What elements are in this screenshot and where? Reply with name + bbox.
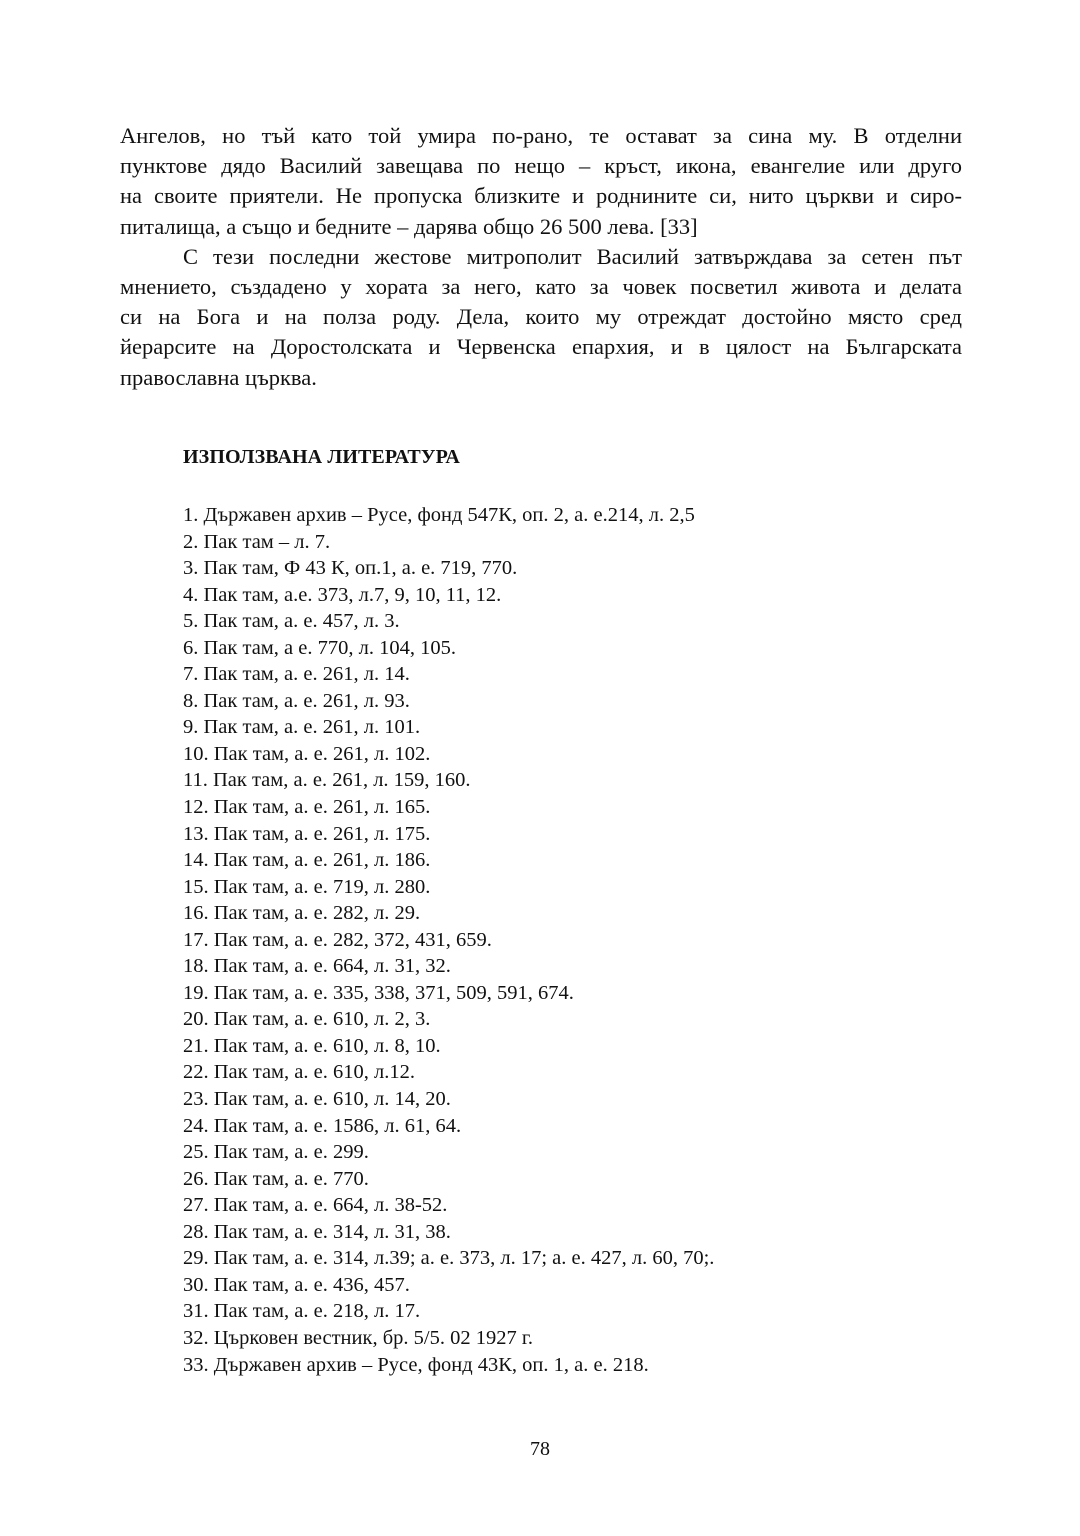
reference-item: 5. Пак там, а. е. 457, л. 3. xyxy=(183,610,400,633)
reference-item: 11. Пак там, а. е. 261, л. 159, 160. xyxy=(183,769,471,792)
paragraph-line: мнението, създадено у хората за него, като за човек посветил живота и делата xyxy=(120,274,962,300)
references-heading: ИЗПОЛЗВАНА ЛИТЕРАТУРА xyxy=(183,446,460,468)
paragraph-line: питалища, а също и бедните – дарява общо 26 500 лева. [33] xyxy=(120,213,698,239)
reference-item: 29. Пак там, а. е. 314, л.39; а. е. 373, л. 17; а. е. 427, л. 60, 70;. xyxy=(183,1247,715,1270)
reference-item: 20. Пак там, а. е. 610, л. 2, 3. xyxy=(183,1008,431,1031)
paragraph-1 xyxy=(120,121,962,242)
reference-item: 33. Държавен архив – Русе, фонд 43К, оп. 1, а. е. 218. xyxy=(183,1353,649,1376)
reference-item: 15. Пак там, а. е. 719, л. 280. xyxy=(183,875,431,898)
reference-item: 19. Пак там, а. е. 335, 338, 371, 509, 591, 674. xyxy=(183,981,574,1004)
reference-item: 32. Църковен вестник, бр. 5/5. 02 1927 г. xyxy=(183,1326,534,1349)
reference-item: 7. Пак там, а. е. 261, л. 14. xyxy=(183,663,410,686)
paragraph-line: си на Бога и на полза роду. Дела, които му отреждат достойно място сред xyxy=(120,304,962,330)
reference-item: 22. Пак там, а. е. 610, л.12. xyxy=(183,1061,415,1084)
reference-item: 16. Пак там, а. е. 282, л. 29. xyxy=(183,902,421,925)
reference-item: 26. Пак там, а. е. 770. xyxy=(183,1167,369,1190)
reference-item: 23. Пак там, а. е. 610, л. 14, 20. xyxy=(183,1088,451,1111)
paragraph-line: Ангелов, но тъй като той умира по-рано, те остават за сина му. В отделни xyxy=(120,123,962,148)
reference-item: 8. Пак там, а. е. 261, л. 93. xyxy=(183,689,410,712)
paragraph-line: йерарсите на Доростолската и Червенска епархия, и в цялост на Българската xyxy=(120,334,962,360)
reference-item: 24. Пак там, а. е. 1586, л. 61, 64. xyxy=(183,1114,462,1137)
reference-item: 18. Пак там, а. е. 664, л. 31, 32. xyxy=(183,955,451,978)
reference-item: 12. Пак там, а. е. 261, л. 165. xyxy=(183,796,431,819)
reference-item: 31. Пак там, а. е. 218, л. 17. xyxy=(183,1300,421,1323)
reference-item: 6. Пак там, а е. 770, л. 104, 105. xyxy=(183,636,456,659)
reference-item: 17. Пак там, а. е. 282, 372, 431, 659. xyxy=(183,928,492,951)
reference-item: 9. Пак там, а. е. 261, л. 101. xyxy=(183,716,421,739)
reference-item: 4. Пак там, а.е. 373, л.7, 9, 10, 11, 12. xyxy=(183,583,502,606)
reference-item: 25. Пак там, а. е. 299. xyxy=(183,1141,369,1164)
reference-item: 27. Пак там, а. е. 664, л. 38-52. xyxy=(183,1194,448,1217)
paragraph-line: пунктове дядо Василий завещава по нещо – кръст, икона, евангелие или друго xyxy=(120,153,962,179)
references-list xyxy=(183,502,714,1378)
body-text xyxy=(120,121,962,393)
reference-item: 1. Държавен архив – Русе, фонд 547К, оп. 2, а. е.214, л. 2,5 xyxy=(183,504,695,526)
paragraph-line: православна църква. xyxy=(120,364,317,390)
paragraph-2 xyxy=(120,242,962,393)
reference-item: 21. Пак там, а. е. 610, л. 8, 10. xyxy=(183,1034,441,1057)
reference-item: 2. Пак там – л. 7. xyxy=(183,530,331,553)
reference-item: 10. Пак там, а. е. 261, л. 102. xyxy=(183,742,431,765)
reference-item: 30. Пак там, а. е. 436, 457. xyxy=(183,1273,410,1296)
reference-item: 14. Пак там, а. е. 261, л. 186. xyxy=(183,849,431,872)
paragraph-line: на своите приятели. Не пропуска близките и роднините си, нито църкви и сиро- xyxy=(120,183,962,209)
reference-item: 3. Пак там, Ф 43 К, оп.1, а. е. 719, 770. xyxy=(183,557,518,580)
paragraph-line: С тези последни жестове митрополит Василий затвърждава за сетен път xyxy=(183,243,962,269)
page-number: 78 xyxy=(530,1438,550,1460)
reference-item: 13. Пак там, а. е. 261, л. 175. xyxy=(183,822,431,845)
reference-item: 28. Пак там, а. е. 314, л. 31, 38. xyxy=(183,1220,451,1243)
